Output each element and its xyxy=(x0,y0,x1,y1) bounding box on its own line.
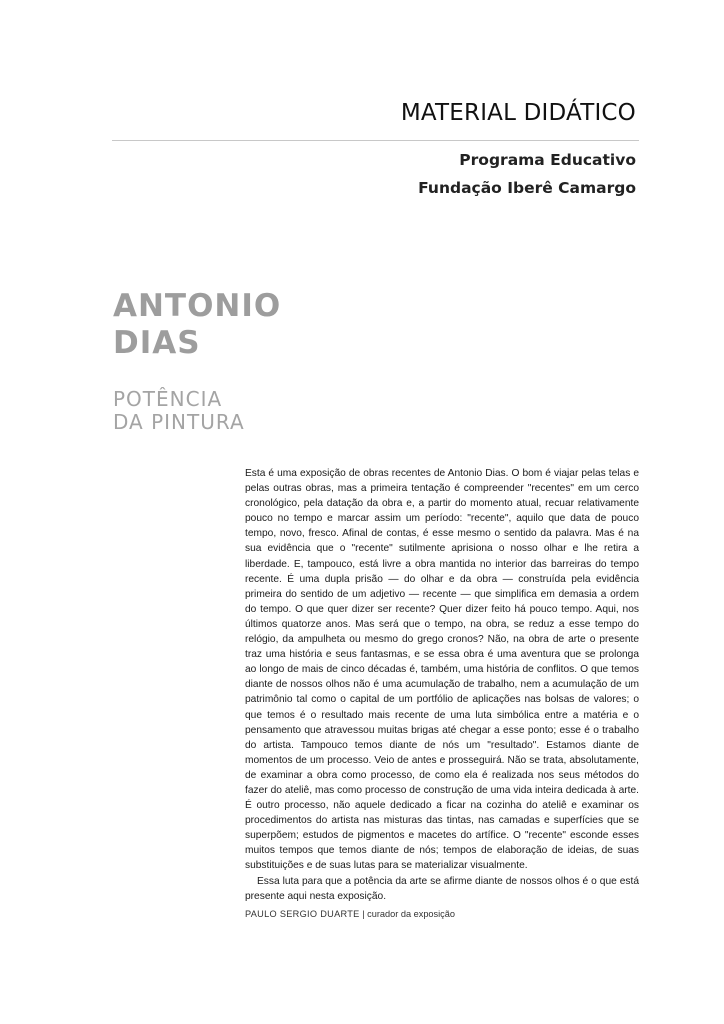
curatorial-text xyxy=(245,466,639,904)
program-name: Programa Educativo xyxy=(459,151,636,169)
body-paragraph-1: Esta é uma exposição de obras recentes de Antonio Dias. O bom é viajar pelas telas e pelas outras obras, mas a primeira tentação é compreender "recentes" em um cerco cronológico, pela datação da obra e, a partir do momento atual, recuar relativamente pouco no tempo e marcar assim um período: "recente", aquilo que data de pouco tempo, novo, fresco. Afinal de contas, é esse mesmo o sentido da palavra. Mas é na sua evidência que o "recente" sutilmente aprisiona o nosso olhar e lhe retira a liberdade. E, tampouco, está livre a obra mantida no interior das barreiras do tempo recente. É uma dupla prisão — do olhar e da obra — construída pela evidência primeira do sentido de um adjetivo — recente — que simplifica em demasia a ordem do tempo. O que quer dizer ser recente? Quer dizer feito há pouco tempo. Aqui, nos últimos quatorze anos. Mas será que o tempo, na obra, se reduz a esse tempo do relógio, da ampulheta ou mesmo do grego cronos? Não, na obra de arte o presente traz uma história e seus fantasmas, e se essa obra é uma aventura que se prolonga ao longo de mais de cinco décadas é, também, uma história de conflitos. O que temos diante de nossos olhos não é uma acumulação de trabalho, nem a acumulação de um patrimônio tal como o capital de um portfólio de aplicações nas bolsas de valores; o que temos é o resultado mais recente de uma luta simbólica entre a matéria e o pensamento que atravessou muitas brigas até chegar a esse ponto; esse é o trabalho do artista. Tampouco temos diante de nós um "resultado". Estamos diante de momentos de um processo. Veio de antes e prosseguirá. Não se trata, absolutamente, de examinar a obra como processo, de como ela é realizada nos seus métodos do fazer do ateliê, mas como processo de construção de uma vida inteira dedicada à arte. É outro processo, não aquele dedicado a ficar na cozinha do ateliê e examinar os procedimentos do artista nas misturas das tintas, nas camadas e superfícies que se superpõem; estudos de pigmentos e macetes do artífice. O "recente" esconde esses muitos tempos que temos diante de nós; tempos de elaboração de ideias, de suas substituições e de suas lutas para se materializar visualmente. xyxy=(245,468,639,872)
document-type-title: MATERIAL DIDÁTICO xyxy=(400,100,636,126)
exhibition-title xyxy=(113,388,245,434)
artist-name-line2: DIAS xyxy=(113,325,201,361)
signature-separator: | xyxy=(362,909,365,919)
artist-name xyxy=(113,288,281,362)
header-divider xyxy=(112,140,639,141)
curator-signature xyxy=(245,909,455,919)
institution-name: Fundação Iberê Camargo xyxy=(418,179,636,197)
artist-name-line1: ANTONIO xyxy=(113,288,282,324)
exhibition-title-line2: DA PINTURA xyxy=(113,410,245,434)
body-paragraph-2: Essa luta para que a potência da arte se afirme diante de nossos olhos é o que está presente aqui nesta exposição. xyxy=(245,875,639,902)
curator-name: PAULO SERGIO DUARTE xyxy=(245,909,360,919)
exhibition-title-line1: POTÊNCIA xyxy=(113,387,223,411)
curator-role: curador da exposição xyxy=(367,909,455,919)
